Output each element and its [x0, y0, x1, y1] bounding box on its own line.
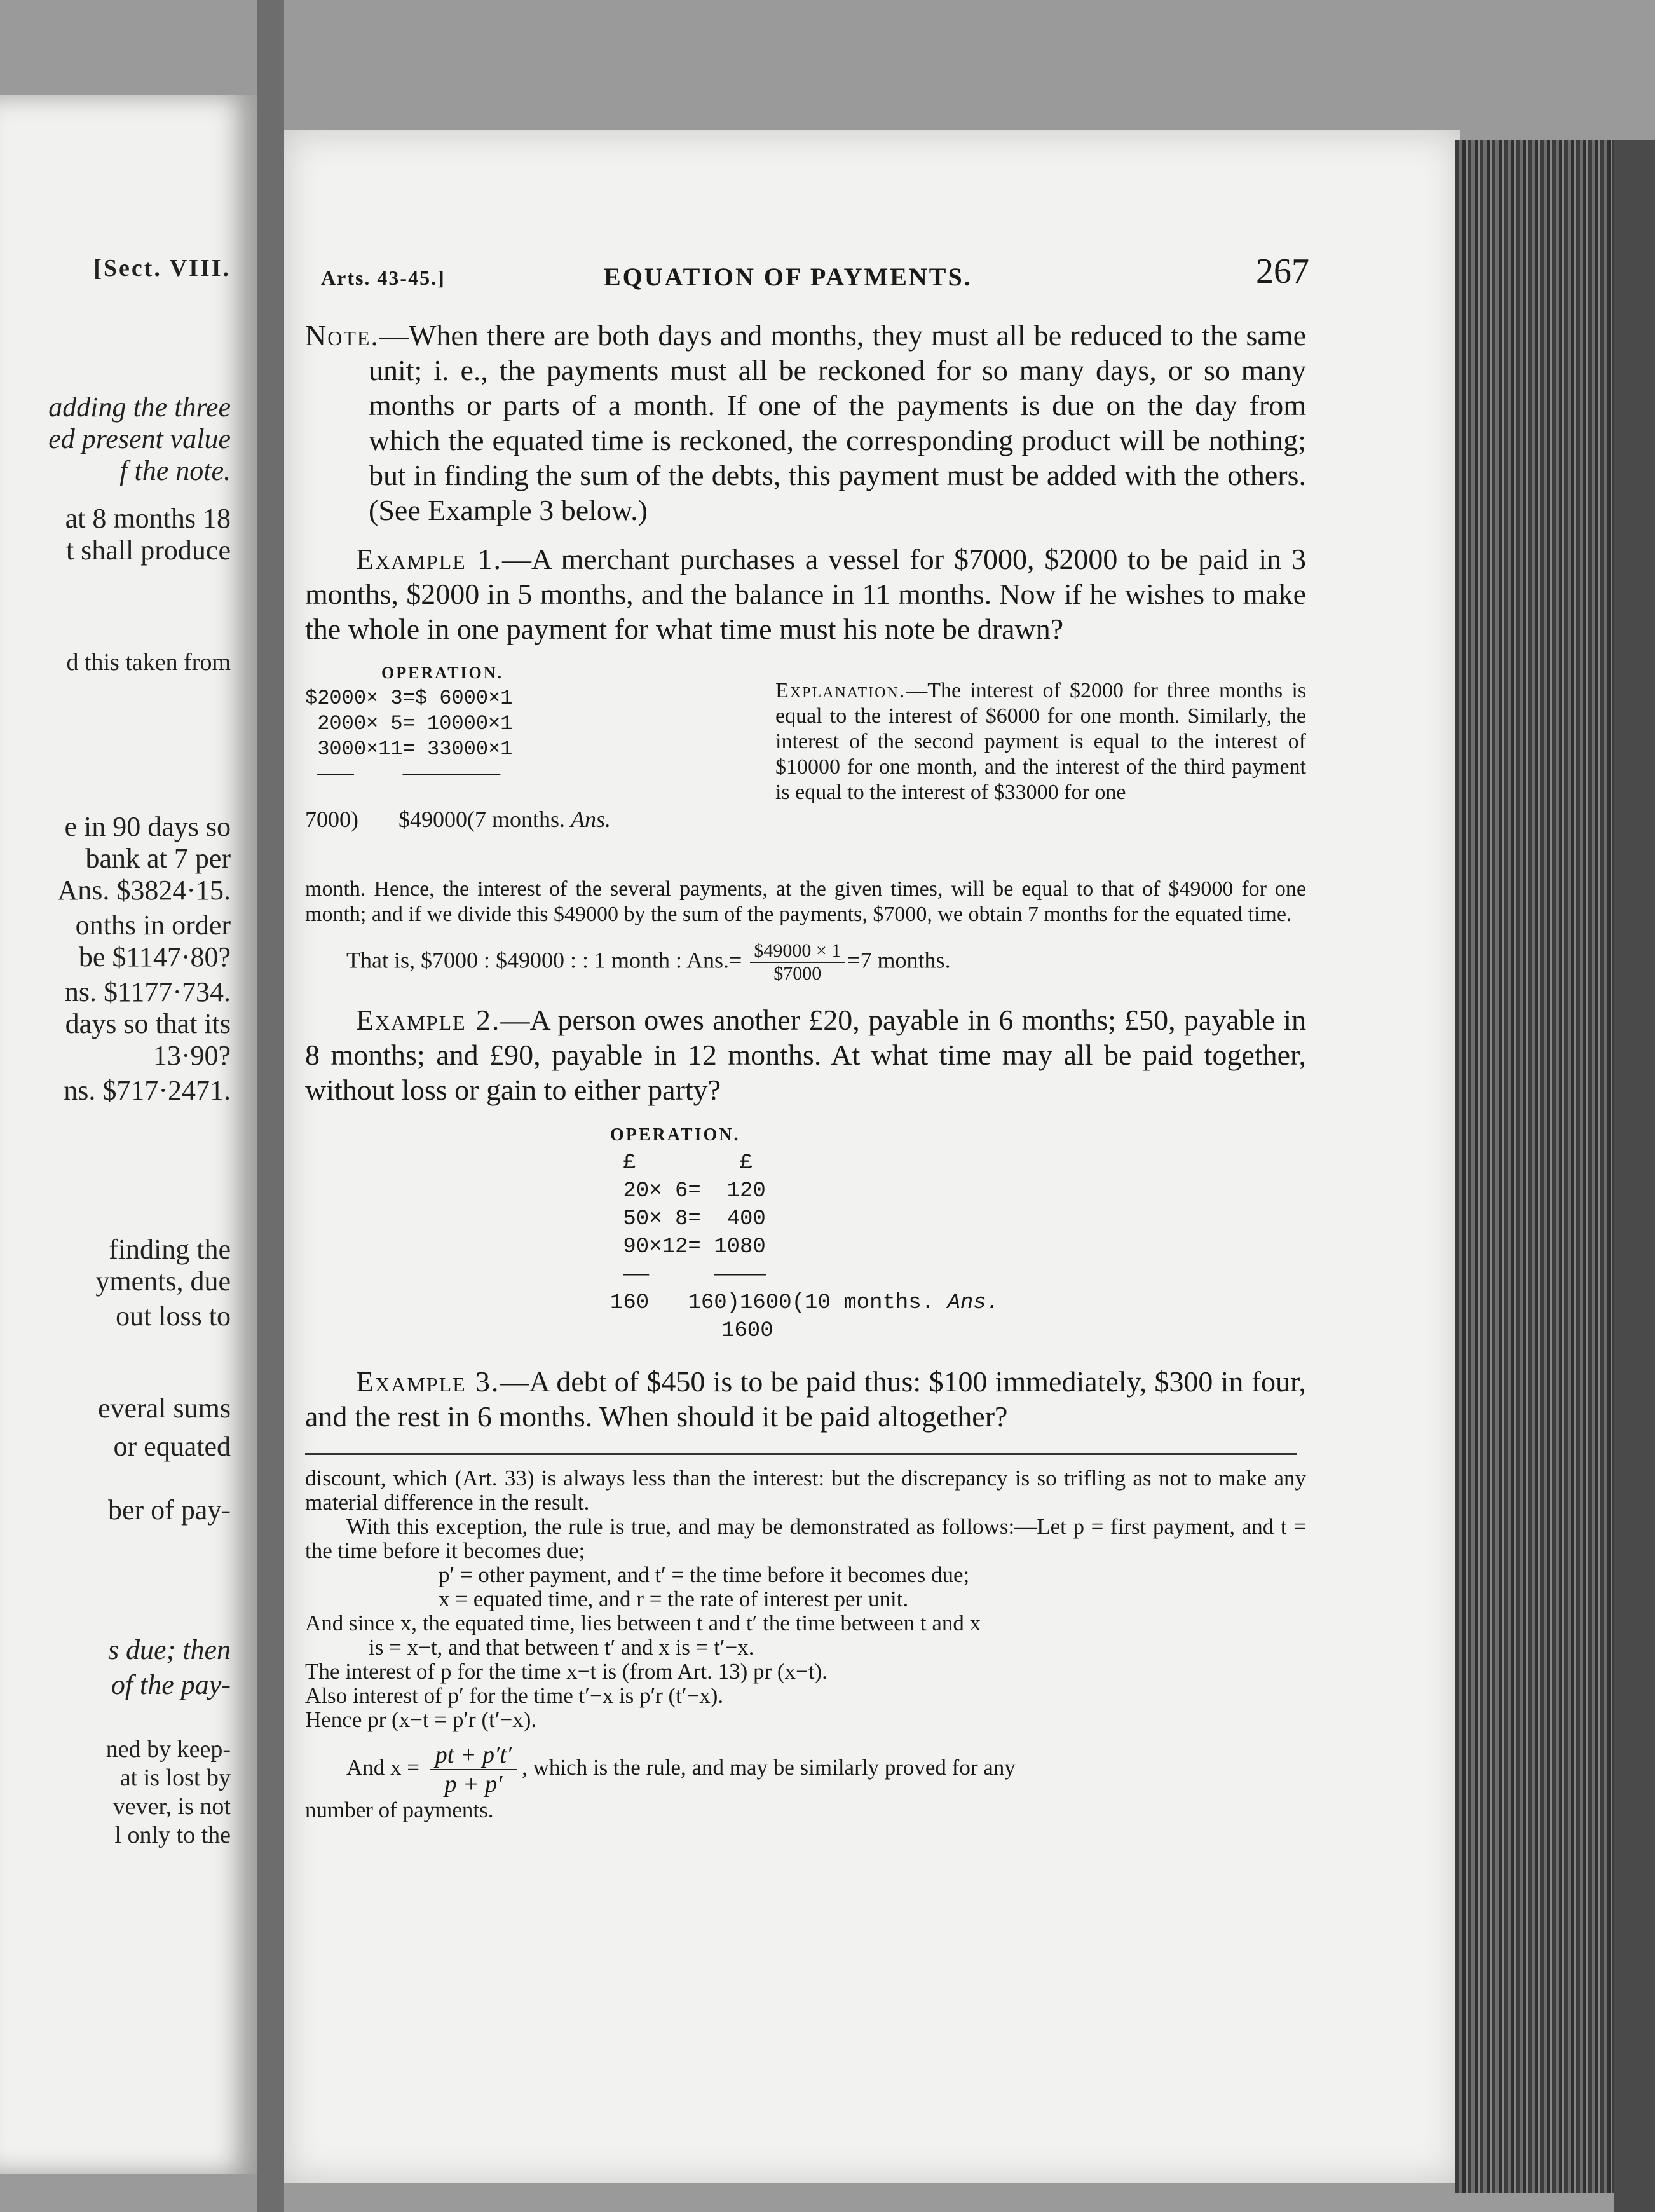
- left-page-line: out loss to: [116, 1301, 231, 1332]
- left-page-line: at 8 months 18: [65, 503, 231, 534]
- example-1-label: Example 1.: [356, 543, 503, 575]
- formula-denominator: p + p′: [444, 1771, 503, 1798]
- footnote-line: Also interest of p′ for the time t′−x is p′r (t′−x).: [305, 1683, 724, 1708]
- footnote-line: With this exception, the rule is true, and may be demonstrated as follows:—Let p = first payment, and t = the time before it becomes due;: [305, 1514, 1306, 1563]
- left-page-line: ed present value: [48, 423, 231, 454]
- left-page-header: [Sect. VIII.: [93, 255, 231, 282]
- left-page-line: at is lost by: [119, 1765, 231, 1791]
- example-1-operation: [305, 660, 1306, 877]
- left-page-line: onths in order: [75, 910, 231, 941]
- operation-last: 1600: [721, 1319, 773, 1343]
- operation-total: 7000): [305, 807, 358, 832]
- note-paragraph: [305, 318, 1306, 528]
- left-page-line: ns. $1177·734.: [64, 976, 231, 1007]
- operation-row: 3000×11= 33000×1: [305, 737, 513, 761]
- left-page-line: e in 90 days so: [64, 811, 231, 842]
- example-1-paragraph: [305, 542, 1306, 646]
- page-edges: [1455, 140, 1614, 2193]
- final-formula: [305, 1741, 1306, 1798]
- footnote-line: p′ = other payment, and t′ = the time before it becomes due;: [439, 1562, 970, 1587]
- note-text: —When there are both days and months, they must all be reduced to the same unit; i. e., the payments must all be reckoned for so many days, or so many months or parts of a month. If one of the payments is due on the day from which the equated time is reckoned, the corresponding product will be nothing; but in finding the sum of the debts, this payment must be added with the others. (See Example 3 below.): [369, 319, 1306, 526]
- operation-row: 90×12= 1080: [610, 1235, 766, 1259]
- left-page-line: 13·90?: [153, 1040, 231, 1071]
- ans-label: Ans.: [947, 1291, 1000, 1315]
- left-page-line: days so that its: [65, 1008, 231, 1039]
- footnote-last-line: number of payments.: [305, 1798, 494, 1822]
- fraction-denominator: $7000: [773, 963, 822, 984]
- formula-fraction: [430, 1741, 517, 1798]
- left-page-line: yments, due: [95, 1266, 231, 1297]
- proportion-text: That is, $7000 : $49000 : : 1 month : Ans.=: [346, 947, 742, 973]
- left-page-line: t shall produce: [65, 535, 231, 566]
- operation-column: [305, 660, 763, 832]
- page-number: 267: [1256, 252, 1309, 291]
- article-range: Arts. 43-45.]: [321, 266, 446, 289]
- operation-row: 2000× 5= 10000×1: [305, 712, 513, 735]
- example-2-text: —A person owes another £20, payable in 6 months; £50, payable in 8 months; and £90, payable in 12 months. At what time may all be paid together, without loss or gain to either party?: [305, 1004, 1306, 1106]
- left-page-line: ber of pay-: [107, 1494, 231, 1526]
- left-page-line: or equated: [113, 1431, 231, 1462]
- footnote-line: The interest of p for the time x−t is (from Art. 13) pr (x−t).: [305, 1659, 828, 1684]
- left-page-line: everal sums: [98, 1393, 231, 1424]
- example-3-text: —A debt of $450 is to be paid thus: $100 immediately, $300 in four, and the rest in 6 months. When should it be paid altogether?: [305, 1365, 1306, 1433]
- operation-row: £ £: [610, 1151, 753, 1175]
- operation-title: OPERATION.: [610, 1125, 740, 1145]
- explanation-continuation: month. Hence, the interest of the several payments, at the given times, will be equal to that of $49000 for one month; and if we divide this $49000 by the sum of the payments, $7000, we obtain 7 months for the equated time.: [305, 877, 1306, 926]
- operation-answer: [610, 1289, 1306, 1317]
- operation-rule: —— ————: [610, 1263, 766, 1287]
- page-content: [305, 252, 1309, 1822]
- left-page-line: be $1147·80?: [78, 941, 231, 973]
- left-page-line: ns. $717·2471.: [64, 1075, 231, 1106]
- operation-result: $49000(7 months.: [398, 807, 566, 832]
- operation-answer: [305, 807, 763, 832]
- left-page-line: adding the three: [48, 392, 231, 423]
- footnote-line: is = x−t, and that between t′ and x is = t′−x.: [369, 1635, 754, 1660]
- left-page-line: Ans. $3824·15.: [57, 875, 231, 906]
- note-label: Note.: [305, 319, 379, 352]
- footnote-line: Hence pr (x−t = p′r (t′−x).: [305, 1707, 537, 1732]
- example-2-operation: [610, 1121, 1306, 1345]
- left-page-line: f the note.: [119, 455, 231, 486]
- left-page-line: of the pay-: [111, 1669, 231, 1700]
- book-cover-edge: [1614, 140, 1655, 2212]
- explanation: [775, 678, 1306, 805]
- footnote-divider: [305, 1453, 1297, 1455]
- operation-row: 20× 6= 120: [610, 1179, 766, 1203]
- example-2-label: Example 2.: [356, 1004, 501, 1036]
- left-page-line: ned by keep-: [106, 1736, 231, 1763]
- left-page: [0, 95, 257, 2174]
- book-gutter: [257, 0, 284, 2212]
- footnote-line: discount, which (Art. 33) is always less than the interest: but the discrepancy is so trifling as not to make any material difference in the result.: [305, 1466, 1306, 1515]
- footnote-line: x = equated time, and r = the rate of interest per unit.: [439, 1587, 909, 1611]
- proportion-line: [305, 940, 1306, 985]
- left-page-line: l only to the: [114, 1822, 231, 1848]
- formula-lead: And x =: [346, 1755, 420, 1780]
- proportion-fraction: [750, 940, 845, 985]
- page-title: EQUATION OF PAYMENTS.: [604, 263, 972, 291]
- formula-numerator: pt + p′t′: [430, 1741, 517, 1770]
- operation-row: $2000× 3=$ 6000×1: [305, 686, 513, 710]
- example-1-text: —A merchant purchases a vessel for $7000, $2000 to be paid in 3 months, $2000 in 5 months, and the balance in 11 months. Now if he wishes to make the whole in one payment for what time must his note be drawn?: [305, 543, 1306, 645]
- footnote-line: And since x, the equated time, lies between t and t′ the time between t and x: [305, 1611, 981, 1635]
- footnote: [305, 1466, 1306, 1822]
- example-2-paragraph: [305, 1002, 1306, 1107]
- left-page-line: bank at 7 per: [85, 843, 231, 874]
- left-page-line: s due; then: [107, 1634, 231, 1665]
- operation-title: OPERATION.: [381, 664, 504, 682]
- left-page-line: d this taken from: [66, 649, 231, 676]
- ans-label: Ans.: [571, 807, 611, 832]
- example-3-paragraph: [305, 1364, 1306, 1434]
- left-page-line: finding the: [109, 1234, 231, 1265]
- operation-rule: ——— ————————: [305, 763, 501, 786]
- left-page-line: vever, is not: [112, 1793, 231, 1820]
- operation-result: 160 160)1600(10 months.: [610, 1291, 935, 1315]
- explanation-label: Explanation.: [775, 679, 906, 702]
- operation-row: 50× 8= 400: [610, 1207, 766, 1231]
- fraction-numerator: $49000 × 1: [750, 940, 845, 963]
- proportion-result: =7 months.: [847, 947, 951, 973]
- formula-tail: , which is the rule, and may be similarly proved for any: [522, 1755, 1016, 1780]
- running-header: [305, 252, 1309, 305]
- explanation-text: —The interest of $2000 for three months is equal to the interest of $6000 for one month. Similarly, the interest of the second payment is equal to the interest of $10000 for one month, and the interest of the third payment is equal to the interest of $33000 for one: [775, 679, 1306, 804]
- example-3-label: Example 3.: [356, 1365, 500, 1398]
